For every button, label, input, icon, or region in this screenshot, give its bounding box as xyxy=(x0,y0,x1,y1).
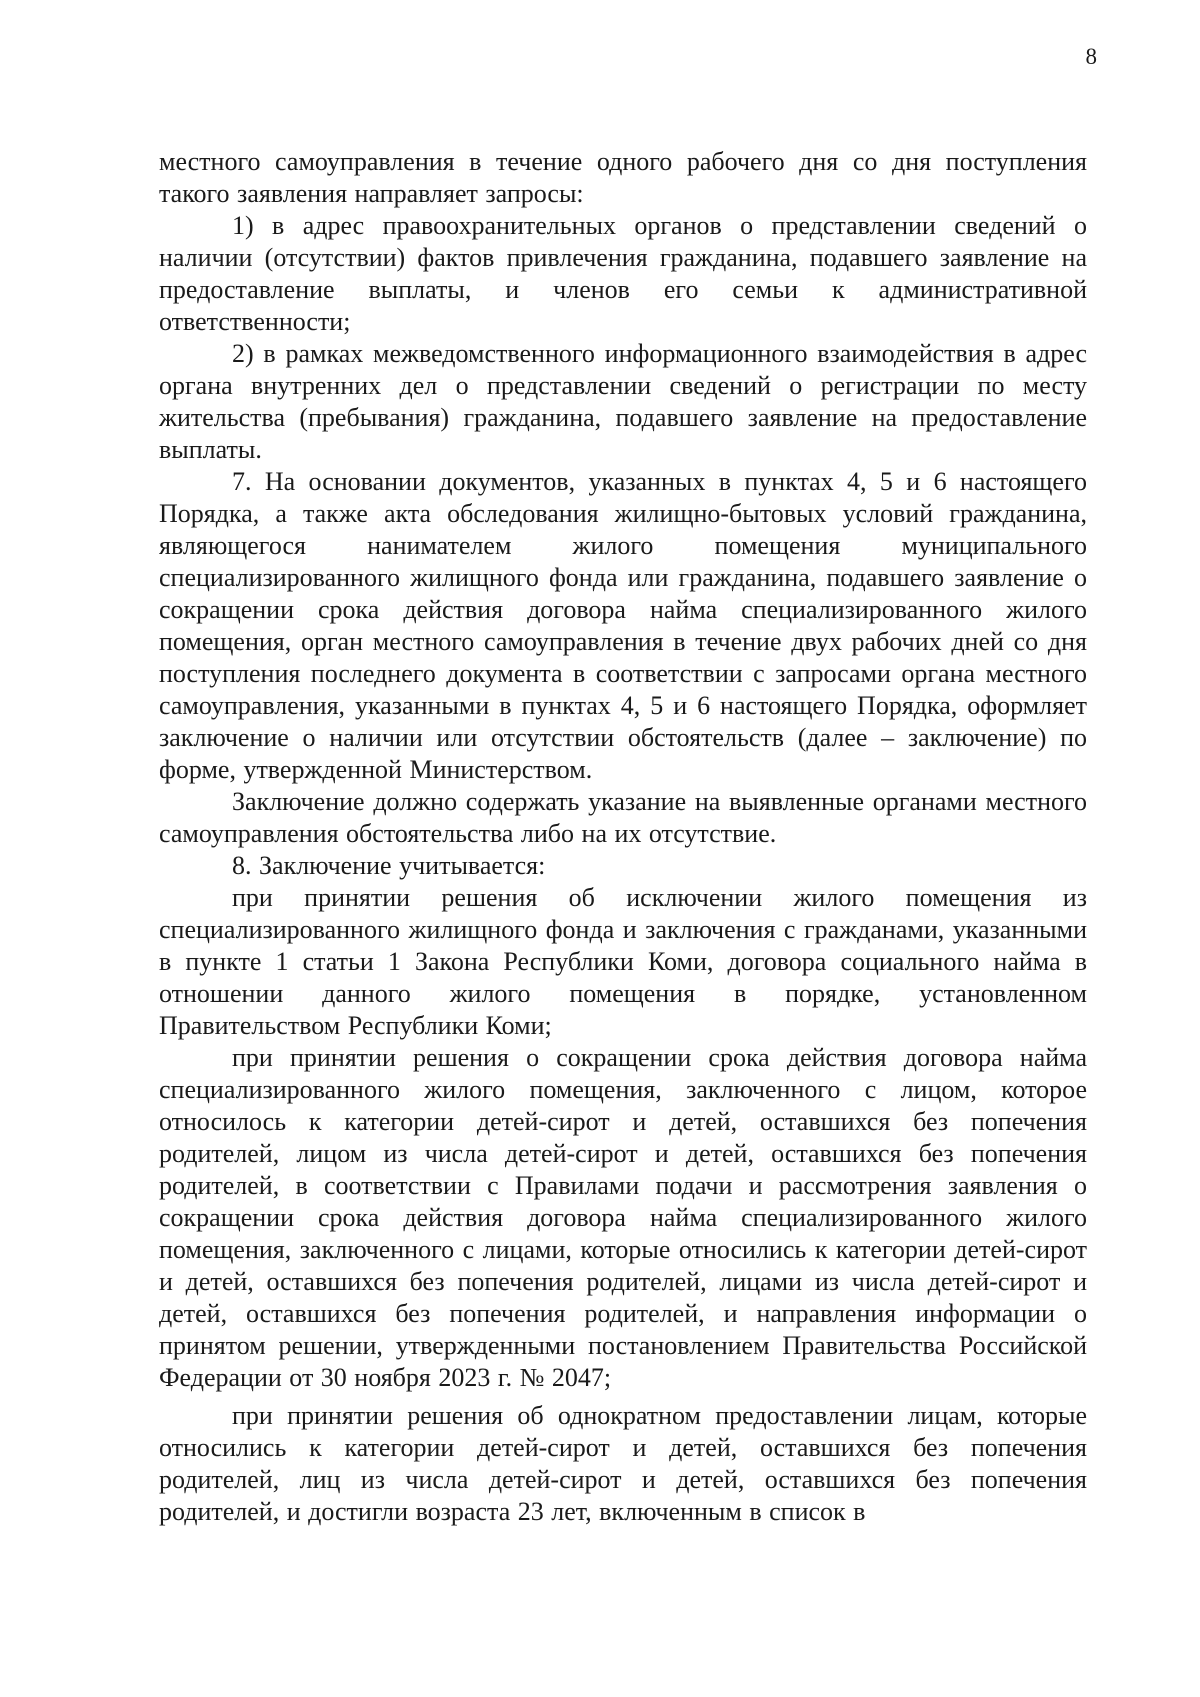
document-body xyxy=(159,146,1087,1528)
paragraph-exclusion-decision: при принятии решения об исключении жилого помещения из специализированного жилищного фонда и заключения с гражданами, указанными в пункте 1 статьи 1 Закона Республики Коми, договора социального найма в отношении данного жилого помещения в порядке, установленном Правительством Республики Коми; xyxy=(159,883,1087,1040)
paragraph-continuation: местного самоуправления в течение одного рабочего дня со дня поступления такого заявления направляет запросы: xyxy=(159,147,1087,208)
paragraph-conclusion-content: Заключение должно содержать указание на выявленные органами местного самоуправления обстоятельства либо на их отсутствие. xyxy=(159,787,1087,848)
paragraph-clause-8: 8. Заключение учитывается: xyxy=(232,851,546,880)
paragraph-term-reduction-decision: при принятии решения о сокращении срока действия договора найма специализированного жилого помещения, заключенного с лицом, которое относилось к категории детей-сирот и детей, оставшихся без попечения родителей, лицом из числа детей-сирот и детей, оставшихся без попечения родителей, в соответствии с Правилами подачи и рассмотрения заявления о сокращении срока действия договора найма специализированного жилого помещения, заключенного с лицами, которые относились к категории детей-сирот и детей, оставшихся без попечения родителей, лицами из числа детей-сирот и детей, оставшихся без попечения родителей, и направления информации о принятом решении, утвержденными постановлением Правительства Российской Федерации от 30 ноября 2023 г. № 2047; xyxy=(159,1043,1087,1392)
paragraph-item-2: 2) в рамках межведомственного информационного взаимодействия в адрес органа внутренних дел о представлении сведений о регистрации по месту жительства (пребывания) гражданина, подавшего заявление на предоставление выплаты. xyxy=(159,339,1087,464)
paragraph-clause-7: 7. На основании документов, указанных в пунктах 4, 5 и 6 настоящего Порядка, а также акта обследования жилищно-бытовых условий гражданина, являющегося нанимателем жилого помещения муниципального специализированного жилищного фонда или гражданина, подавшего заявление о сокращении срока действия договора найма специализированного жилого помещения, орган местного самоуправления в течение двух рабочих дней со дня поступления последнего документа в соответствии с запросами органа местного самоуправления, указанными в пунктах 4, 5 и 6 настоящего Порядка, оформляет заключение о наличии или отсутствии обстоятельств (далее – заключение) по форме, утвержденной Министерством. xyxy=(159,467,1087,784)
page-number: 8 xyxy=(1085,44,1097,69)
paragraph-item-1: 1) в адрес правоохранительных органов о представлении сведений о наличии (отсутствии) фактов привлечения гражданина, подавшего заявление на предоставление выплаты, и членов его семьи к административной ответственности; xyxy=(159,211,1087,336)
paragraph-one-time-provision: при принятии решения об однократном предоставлении лицам, которые относились к категории детей-сирот и детей, оставшихся без попечения родителей, лиц из числа детей-сирот и детей, оставшихся без попечения родителей, и достигли возраста 23 лет, включенным в список в xyxy=(159,1401,1087,1526)
